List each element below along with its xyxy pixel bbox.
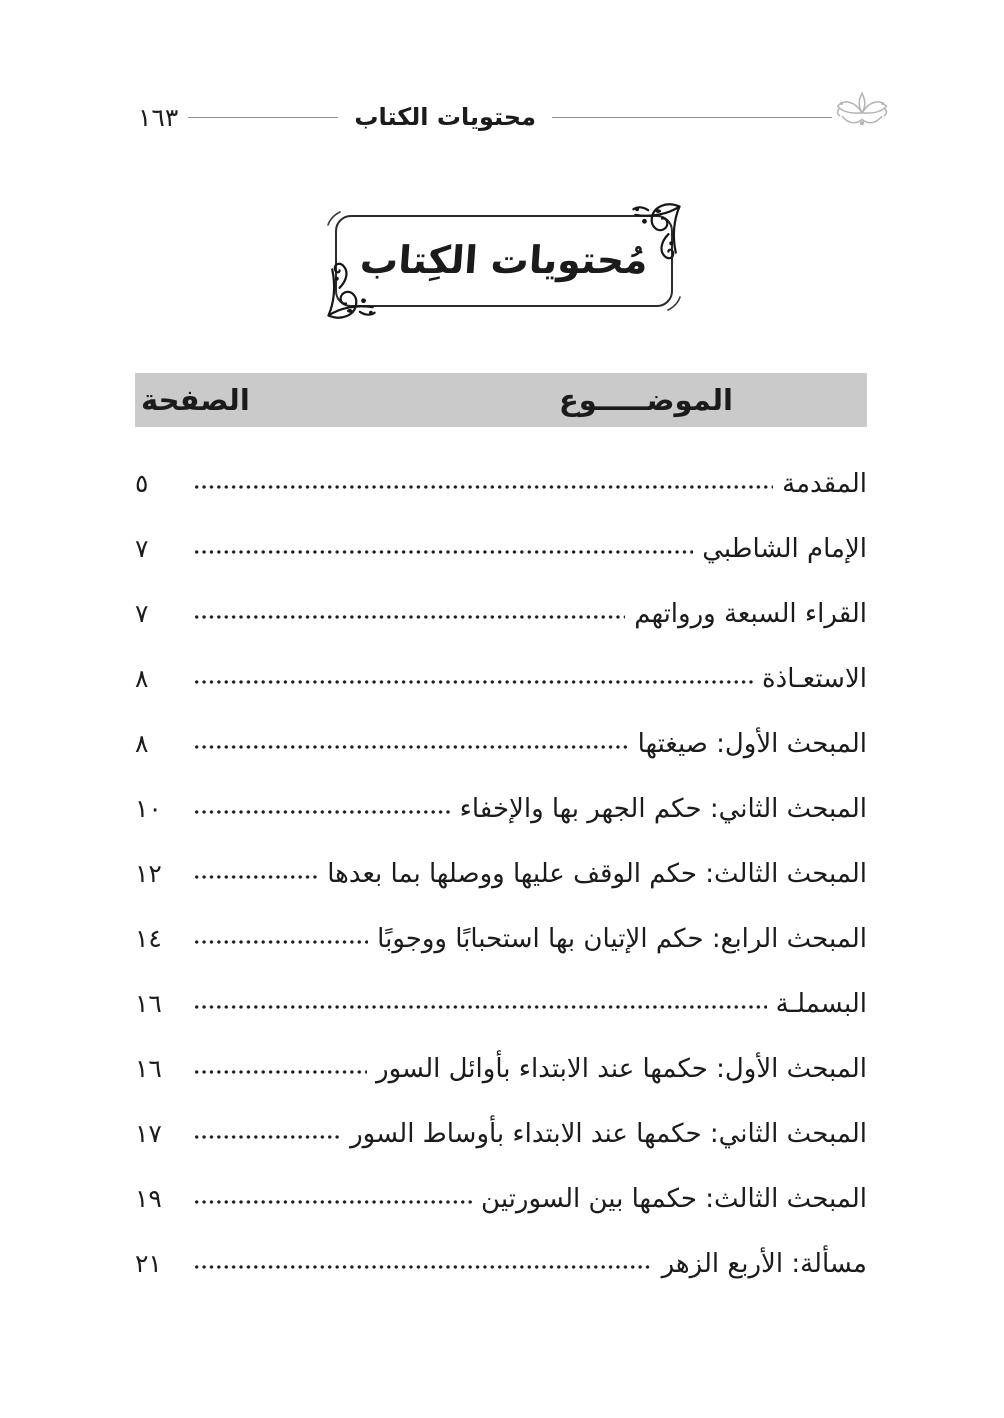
toc-entry-title: مسألة: الأربع الزهر xyxy=(661,1248,867,1279)
toc-entry-title: البسملـة xyxy=(775,988,867,1019)
toc-entry-page-number: ٨ xyxy=(135,729,149,758)
banner-title: مُحتويات الكِتاب xyxy=(358,238,650,282)
toc-row xyxy=(135,581,867,646)
toc-entry-page-number: ١٩ xyxy=(135,1184,162,1213)
toc-entry-page-number: ١٤ xyxy=(135,924,162,953)
toc-entry-title: المقدمة xyxy=(782,468,867,499)
toc-entry-title: المبحث الأول: صيغتها xyxy=(637,728,867,759)
dotted-leader xyxy=(193,801,451,817)
toc-entry-page-number: ١٦ xyxy=(135,989,162,1018)
toc-row xyxy=(135,776,867,841)
dotted-leader xyxy=(193,671,753,687)
toc-row xyxy=(135,1166,867,1231)
toc-entry-title: المبحث الأول: حكمها عند الابتداء بأوائل السور xyxy=(376,1053,867,1084)
toc-entry-title: المبحث الثاني: حكم الجهر بها والإخفاء xyxy=(459,793,867,824)
toc-entry-page-number: ٢١ xyxy=(135,1249,162,1278)
page-number: ١٦٣ xyxy=(138,102,179,132)
toc-row xyxy=(135,1036,867,1101)
toc-entry-page-number: ٧ xyxy=(135,534,149,563)
toc-entry-page-number: ٥ xyxy=(135,469,149,498)
toc-row xyxy=(135,711,867,776)
dotted-leader xyxy=(193,996,767,1012)
toc-entry-page-number: ١٠ xyxy=(135,794,162,823)
pen-flick-icon xyxy=(325,209,343,227)
toc-entry-title: القراء السبعة ورواتهم xyxy=(634,598,867,629)
toc-entry-title: المبحث الرابع: حكم الإتيان بها استحبابًا ووجوبًا xyxy=(377,923,867,954)
pen-flick-icon xyxy=(665,295,683,313)
toc-entry-title: المبحث الثالث: حكمها بين السورتين xyxy=(481,1183,867,1214)
banner-box xyxy=(335,215,673,307)
dotted-leader xyxy=(193,866,318,882)
toc-entry-page-number: ١٦ xyxy=(135,1054,162,1083)
toc-row xyxy=(135,451,867,516)
toc-entry-title: الاستعـاذة xyxy=(762,663,867,694)
header-rule-left xyxy=(188,117,338,118)
dotted-leader xyxy=(193,931,368,947)
toc-row xyxy=(135,1101,867,1166)
toc-entry-page-number: ١٧ xyxy=(135,1119,162,1148)
toc-row xyxy=(135,906,867,971)
dotted-leader xyxy=(193,1256,653,1272)
toc-list xyxy=(135,451,867,1296)
dotted-leader xyxy=(193,541,693,557)
toc-entry-title: المبحث الثاني: حكمها عند الابتداء بأوساط السور xyxy=(350,1118,867,1149)
toc-row xyxy=(135,971,867,1036)
floral-corner-flourish-icon xyxy=(323,251,393,321)
header-rule-right xyxy=(552,117,832,118)
running-title: محتويات الكتاب xyxy=(354,103,536,131)
toc-entry-page-number: ٧ xyxy=(135,599,149,628)
dotted-leader xyxy=(193,1126,341,1142)
page-column-header: الصفحة xyxy=(141,383,250,417)
dotted-leader xyxy=(193,476,773,492)
toc-row xyxy=(135,516,867,581)
toc-row xyxy=(135,646,867,711)
running-head xyxy=(0,96,1004,138)
toc-entry-title: المبحث الثالث: حكم الوقف عليها ووصلها بما بعدها xyxy=(327,858,867,889)
toc-row xyxy=(135,1231,867,1296)
toc-entry-title: الإمام الشاطبي xyxy=(702,533,867,564)
dotted-leader xyxy=(193,736,629,752)
dotted-leader xyxy=(193,1191,472,1207)
columns-header-bar xyxy=(135,373,867,427)
subject-column-header: الموضـــــوع xyxy=(558,383,733,417)
dotted-leader xyxy=(193,1061,367,1077)
toc-entry-page-number: ١٢ xyxy=(135,859,162,888)
dotted-leader xyxy=(193,606,625,622)
floral-flourish-icon xyxy=(834,88,890,134)
floral-corner-flourish-icon xyxy=(615,201,685,271)
toc-row xyxy=(135,841,867,906)
toc-entry-page-number: ٨ xyxy=(135,664,149,693)
